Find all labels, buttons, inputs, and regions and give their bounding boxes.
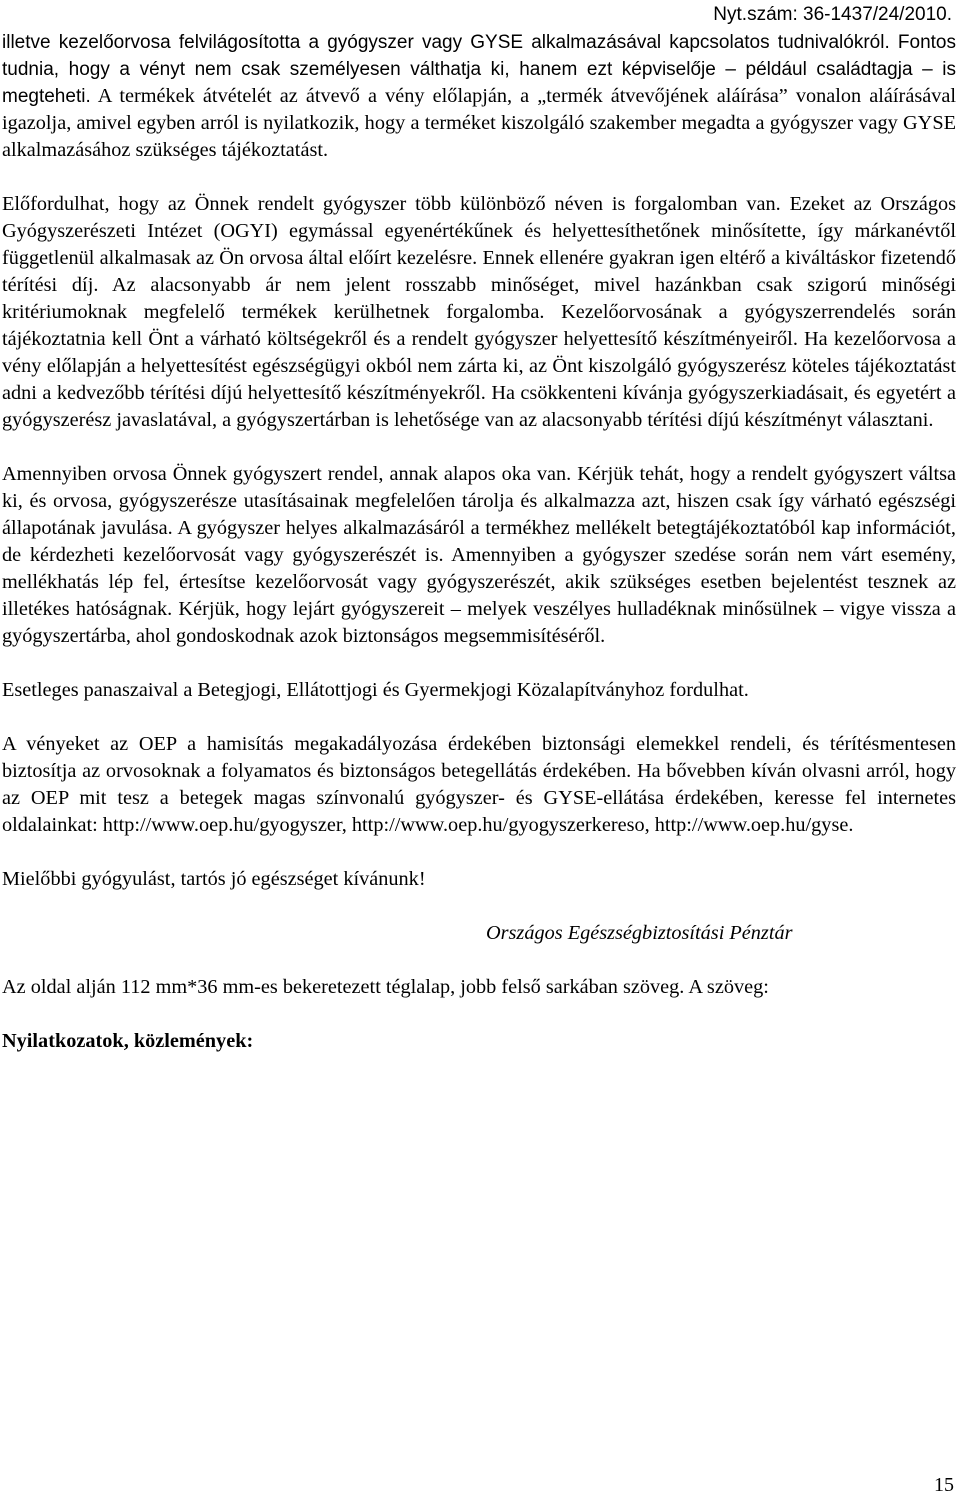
paragraph-prescription-pickup-end: A termékek átvételét az átvevő a vény előlapján, a „termék átvevőjének aláírása” vonalon aláírásával igazolja, amivel egyben arról is nyilatkozik, hogy a terméket kiszolgáló szakember megadta a gyógyszer vagy GYSE alkalmazásához szükséges tájékoztatást. — [2, 85, 956, 161]
section-heading: Nyilatkozatok, közlemények: — [2, 1030, 254, 1052]
signature-organization: Országos Egészségbiztosítási Pénztár — [486, 922, 793, 944]
paragraph-generic-drugs-middle: Ezeket az Országos Gyógyszerészeti Intézet (OGYI) egymással egyenértékűnek és helyettesíthetőnek minősítette, így márkanévtől függetlenül alkalmasak az Ön orvosa által előírt kezelésre. Ennek ellenére gyakran igen eltérő a kiváltáskor fizetendő térítési díj. — [2, 193, 956, 296]
paragraph-generic-drugs — [2, 191, 956, 434]
paragraph-closing-wish: Mielőbbi gyógyulást, tartós jó egészséget kívánunk! — [2, 868, 426, 890]
paragraph-box-note: Az oldal alján 112 mm*36 mm-es bekeretezett téglalap, jobb felső sarkában szöveg. A szöveg: — [2, 976, 769, 998]
page-number: 15 — [934, 1474, 954, 1496]
paragraph-generic-drugs-start: Előfordulhat, hogy az Önnek rendelt gyógyszer több különböző néven is forgalomban van. — [2, 193, 781, 215]
paragraph-generic-drugs-end: Az alacsonyabb ár nem jelent rosszabb minőséget, mivel hazánkban csak szigorú minőségi kritériumoknak megfelelő termékek kerülhetnek forgalomba. Kezelőorvosának a gyógyszerrendelés során tájékoztatnia kell Önt a várható költségekről és a rendelt gyógyszer helyettesítő készítményeiről. Ha kezelőorvosa a vény előlapján a helyettesítést egészségügyi okból nem zárta ki, az Önt kiszolgáló gyógyszerész köteles tájékoztatást adni a kedvezőbb térítési díjú helyettesítő készítményekről. Ha csökkenteni kívánja gyógyszerkiadásait, és egyetért a gyógyszerész javaslatával, a gyógyszertárban is lehetősége van az alacsonyabb térítési díjú készítményt választani. — [2, 274, 956, 431]
paragraph-prescription-pickup — [2, 29, 956, 164]
paragraph-prescription-security: A vényeket az OEP a hamisítás megakadályozása érdekében biztonsági elemekkel rendeli, és térítésmentesen biztosítja az orvosoknak a folyamatos és biztonságos betegellátás érdekében. Ha bővebben kíván olvasni arról, hogy az OEP mit tesz a betegek magas színvonalú gyógyszer- és GYSE-ellátása érdekében, keresse fel internetes oldalainkat: http://www.oep.hu/gyogyszer, http://www.oep.hu/gyogyszerkereso, http://www.oep.hu/gyse. — [2, 733, 956, 836]
document-body — [2, 29, 956, 1055]
paragraph-prescription-pickup-start: illetve kezelőorvosa felvilágosította a gyógyszer vagy GYSE alkalmazásával kapcsolatos tudnivalókról. Fontos tudnia, hogy a vényt nem csak személyesen válthatja ki, hanem ezt képviselője – például családtagja – is megteheti. — [2, 32, 956, 107]
paragraph-proper-use: Amennyiben orvosa Önnek gyógyszert rendel, annak alapos oka van. Kérjük tehát, hogy a rendelt gyógyszert váltsa ki, és orvosa, gyógyszerésze utasításainak megfelelően tárolja és alkalmazza azt, hiszen csak így várható egészségi állapotának javulása. A gyógyszer helyes alkalmazásáról a termékhez mellékelt betegtájékoztatóból kap információt, de kérdezheti kezelőorvosát vagy gyógyszerészét is. Amennyiben a gyógyszer szedése során nem várt esemény, mellékhatás lép fel, értesítse kezelőorvosát vagy gyógyszerészét, akik szükséges esetben bejelentést tesznek az illetékes hatóságnak. Kérjük, hogy lejárt gyógyszereit – melyek veszélyes hulladéknak minősülnek – vigye vissza a gyógyszertárba, ahol gondoskodnak azok biztonságos megsemmisítéséről. — [2, 463, 956, 647]
paragraph-complaints: Esetleges panaszaival a Betegjogi, Ellátottjogi és Gyermekjogi Közalapítványhoz fordulhat. — [2, 679, 749, 701]
document-reference-number: Nyt.szám: 36-1437/24/2010. — [713, 4, 952, 25]
